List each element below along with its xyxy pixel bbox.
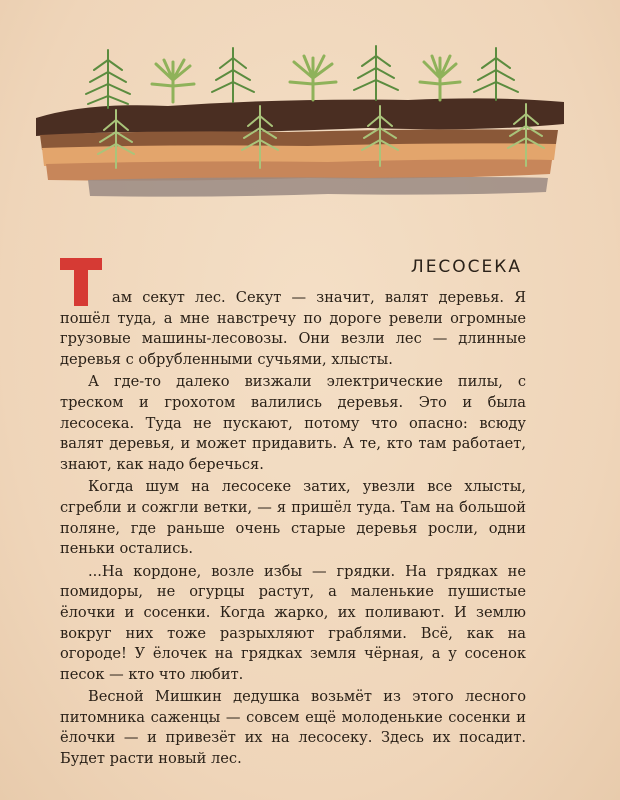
pine-seedling-icon bbox=[152, 60, 194, 102]
paragraph: Весной Мишкин дедушка возьмёт из этого лесного питомника саженцы — совсем ещё молоденькие сосенки и ёлочки — и привезёт их на лесосеку. Здесь их посадит. Будет расти новый лес. bbox=[60, 688, 526, 768]
spruce-seedling-icon bbox=[354, 46, 398, 100]
drop-cap bbox=[58, 256, 104, 308]
paragraph: А где-то далеко визжали электрические пилы, с треском и грохотом валились деревья. Это и была лесосека. Туда не пускают, потому что опасно: всюду валят деревья, и может придавить. А те, кто там работает, знают, как надо беречься. bbox=[60, 373, 526, 473]
soil-bed-stripe bbox=[88, 177, 548, 197]
paragraph: Когда шум на лесосеке затих, увезли все хлысты, сгребли и сожгли ветки, — я пришёл туда. Там на большой поляне, где раньше очень старые деревья росли, одни пеньки остались. bbox=[60, 478, 526, 558]
spruce-seedling-icon bbox=[474, 48, 518, 100]
seedling-beds-illustration bbox=[28, 40, 568, 205]
first-paragraph-text: ам секут лес. Секут — значит, валят деревья. Я пошёл туда, а мне навстречу по дороге ревели огромные грузовые машины-лесовозы. Они везли лес — длинные деревья с обрубленными сучьями, хлысты. bbox=[60, 289, 526, 368]
pine-seedling-icon bbox=[290, 56, 336, 100]
chapter-text bbox=[60, 288, 526, 772]
paragraph bbox=[60, 288, 526, 370]
pine-seedling-icon bbox=[420, 56, 460, 100]
spruce-seedling-icon bbox=[212, 48, 254, 102]
paragraph: ...На кордоне, возле избы — грядки. На грядках не помидоры, не огурцы растут, а маленькие пушистые ёлочки и сосенки. Когда жарко, их поливают. И землю вокруг них тоже разрыхляют граблями. Всё, как на огороде! У ёлочек на грядках земля чёрная, а у сосенок песок — кто что любит. bbox=[60, 562, 526, 683]
spruce-seedling-icon bbox=[86, 50, 130, 108]
chapter-title: ЛЕСОСЕКА bbox=[410, 257, 522, 278]
